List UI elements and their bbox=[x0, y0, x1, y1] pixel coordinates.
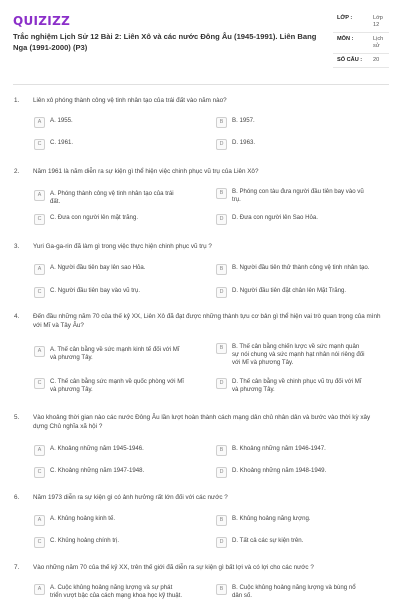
option-text: B. Người đầu tiên thử thành công vệ tinh nhân tạo. bbox=[232, 264, 370, 271]
option-letter-box: A bbox=[34, 515, 45, 526]
option-c[interactable] bbox=[34, 537, 185, 548]
option-letter-box: C bbox=[34, 467, 45, 478]
option-text: C. Thế cân bằng sức mạnh về quốc phòng với Mĩ và phương Tây. bbox=[50, 378, 184, 393]
option-letter-box: C bbox=[34, 537, 45, 548]
question-text: Vào những năm 70 của thế kỷ XX, trên thế giới đã diễn ra sự kiện gì bất lợi và có lợi cho các nước ? bbox=[33, 564, 314, 571]
option-text: A. Người đầu tiên bay lên sao Hỏa. bbox=[50, 264, 146, 271]
option-c[interactable] bbox=[34, 378, 185, 394]
option-letter-box: D bbox=[216, 139, 227, 150]
option-letter-box: D bbox=[216, 287, 227, 298]
option-text: A. 1955. bbox=[50, 117, 73, 124]
option-b[interactable] bbox=[216, 445, 367, 456]
question-text: Yuri Ga-ga-rin đã làm gì trong việc thực hiện chinh phục vũ trụ ? bbox=[33, 243, 212, 250]
option-letter-box: C bbox=[34, 214, 45, 225]
option-text: B. Khoảng những năm 1946-1947. bbox=[232, 445, 326, 452]
option-c[interactable] bbox=[34, 139, 185, 150]
option-letter-box: C bbox=[34, 139, 45, 150]
question-text: Năm 1973 diễn ra sự kiện gì có ảnh hưởng rất lớn đối với các nước ? bbox=[33, 494, 228, 501]
option-text: D. Người đầu tiên đặt chân lên Mặt Trăng. bbox=[232, 287, 347, 294]
meta-subject-value: Lịch sử bbox=[373, 36, 384, 49]
option-a[interactable] bbox=[34, 190, 185, 206]
option-b[interactable] bbox=[216, 264, 392, 275]
option-letter-box: D bbox=[216, 467, 227, 478]
question-text: Năm 1961 là năm diễn ra sự kiện gì thể hiện việc chinh phục vũ trụ của Liên Xô? bbox=[33, 168, 259, 175]
quizizz-logo: QUIZIZZ bbox=[13, 14, 71, 28]
option-d[interactable] bbox=[216, 139, 367, 150]
option-text: C. Đưa con người lên mặt trăng. bbox=[50, 214, 139, 221]
option-b[interactable] bbox=[216, 188, 367, 204]
option-b[interactable] bbox=[216, 343, 367, 367]
option-letter-box: C bbox=[34, 378, 45, 389]
option-text: D. Khoảng những năm 1948-1949. bbox=[232, 467, 327, 474]
option-text: A. Phóng thành công vệ tinh nhân tạo của trái đất. bbox=[50, 190, 174, 205]
question-number: 2. bbox=[14, 168, 20, 175]
question-number: 7. bbox=[14, 564, 20, 571]
meta-subject bbox=[333, 33, 389, 54]
option-d[interactable] bbox=[216, 537, 367, 548]
option-letter-box: A bbox=[34, 190, 45, 201]
option-letter-box: B bbox=[216, 264, 227, 275]
option-a[interactable] bbox=[34, 264, 185, 275]
option-text: A. Thế cân bằng về sức mạnh kinh tế đối với Mĩ và phương Tây. bbox=[50, 346, 180, 361]
option-c[interactable] bbox=[34, 214, 185, 225]
option-letter-box: C bbox=[34, 287, 45, 298]
option-letter-box: B bbox=[216, 515, 227, 526]
option-letter-box: D bbox=[216, 214, 227, 225]
option-text: A. Khoảng những năm 1945-1946. bbox=[50, 445, 144, 452]
question-text: Liên xô phóng thành công vệ tinh nhân tạo của trái đất vào năm nào? bbox=[33, 97, 227, 104]
option-d[interactable] bbox=[216, 467, 367, 478]
option-a[interactable] bbox=[34, 445, 185, 456]
option-letter-box: A bbox=[34, 117, 45, 128]
option-letter-box: A bbox=[34, 264, 45, 275]
worksheet-title: Trắc nghiệm Lịch Sử 12 Bài 2: Liên Xô và các nước Đông Âu (1945-1991). Liên Bang Nga (1991-2000) (P3) bbox=[13, 32, 317, 52]
option-a[interactable] bbox=[34, 346, 185, 362]
option-letter-box: A bbox=[34, 346, 45, 357]
option-text: A. Cuộc khủng hoảng năng lượng và sự phát triển vượt bậc của cách mạng khoa học kỹ thuật. bbox=[50, 584, 183, 599]
header-divider bbox=[13, 84, 389, 85]
meta-count-value: 20 bbox=[373, 57, 380, 63]
option-letter-box: B bbox=[216, 117, 227, 128]
question-number: 4. bbox=[14, 313, 20, 320]
option-a[interactable] bbox=[34, 117, 185, 128]
option-letter-box: B bbox=[216, 343, 227, 354]
meta-class-label: LỚP : bbox=[337, 15, 353, 21]
option-a[interactable] bbox=[34, 515, 185, 526]
option-text: C. 1961. bbox=[50, 139, 74, 146]
option-text: C. Người đầu tiên bay vào vũ trụ. bbox=[50, 287, 141, 294]
question-number: 5. bbox=[14, 414, 20, 421]
option-d[interactable] bbox=[216, 214, 367, 225]
option-text: B. Thế cân bằng chiến lược về sức mạnh quân sự nói chung và sức mạnh hạt nhân nói riêng đối với Mĩ và phương Tây. bbox=[232, 343, 365, 366]
option-letter-box: D bbox=[216, 537, 227, 548]
option-text: D. Đưa con người lên Sao Hỏa. bbox=[232, 214, 318, 221]
option-text: A. Khủng hoảng kinh tế. bbox=[50, 515, 116, 522]
option-text: C. Khủng hoảng chính trị. bbox=[50, 537, 120, 544]
option-b[interactable] bbox=[216, 515, 367, 526]
option-letter-box: B bbox=[216, 188, 227, 199]
meta-count-label: SỐ CÂU : bbox=[337, 57, 363, 63]
option-letter-box: A bbox=[34, 445, 45, 456]
question-text: Đến đầu những năm 70 của thế kỷ XX, Liên Xô đã đạt được những thành tựu cơ bản gì thể hiện vai trò quan trọng của mình với Mĩ và Tây Âu? bbox=[33, 313, 381, 329]
option-text: D. 1963. bbox=[232, 139, 256, 146]
question-number: 3. bbox=[14, 243, 20, 250]
meta-subject-label: MÔN : bbox=[337, 36, 354, 42]
question-number: 6. bbox=[14, 494, 20, 501]
question-text: Vào khoảng thời gian nào các nước Đông Âu lần lượt hoàn thành cách mạng dân chủ nhân dân và bước vào thời kỳ xây dựng Chủ nghĩa xã hội ? bbox=[33, 414, 371, 430]
option-letter-box: B bbox=[216, 584, 227, 595]
option-text: D. Thế cân bằng về chinh phục vũ trụ đối với Mĩ và phương Tây. bbox=[232, 378, 362, 393]
worksheet-header bbox=[0, 0, 400, 82]
option-letter-box: B bbox=[216, 445, 227, 456]
meta-class-value: Lớp 12 bbox=[373, 15, 383, 28]
option-text: B. Phóng con tàu đưa người đầu tiên bay vào vũ trụ. bbox=[232, 188, 364, 203]
option-text: B. 1957. bbox=[232, 117, 255, 124]
option-d[interactable] bbox=[216, 378, 367, 394]
meta-class bbox=[333, 12, 389, 33]
option-c[interactable] bbox=[34, 467, 185, 478]
option-b[interactable] bbox=[216, 117, 367, 128]
question-number: 1. bbox=[14, 97, 20, 104]
option-b[interactable] bbox=[216, 584, 367, 600]
option-text: B. Khủng hoảng năng lượng. bbox=[232, 515, 311, 522]
option-letter-box: A bbox=[34, 584, 45, 595]
option-c[interactable] bbox=[34, 287, 185, 298]
option-text: C. Khoảng những năm 1947-1948. bbox=[50, 467, 145, 474]
option-letter-box: D bbox=[216, 378, 227, 389]
meta-count bbox=[333, 54, 389, 68]
option-d[interactable] bbox=[216, 287, 392, 298]
option-text: D. Tất cả các sự kiện trên. bbox=[232, 537, 304, 544]
option-text: B. Cuộc khủng hoảng năng lượng và bùng nổ dân số. bbox=[232, 584, 356, 599]
worksheet-meta bbox=[333, 12, 389, 68]
option-a[interactable] bbox=[34, 584, 185, 600]
